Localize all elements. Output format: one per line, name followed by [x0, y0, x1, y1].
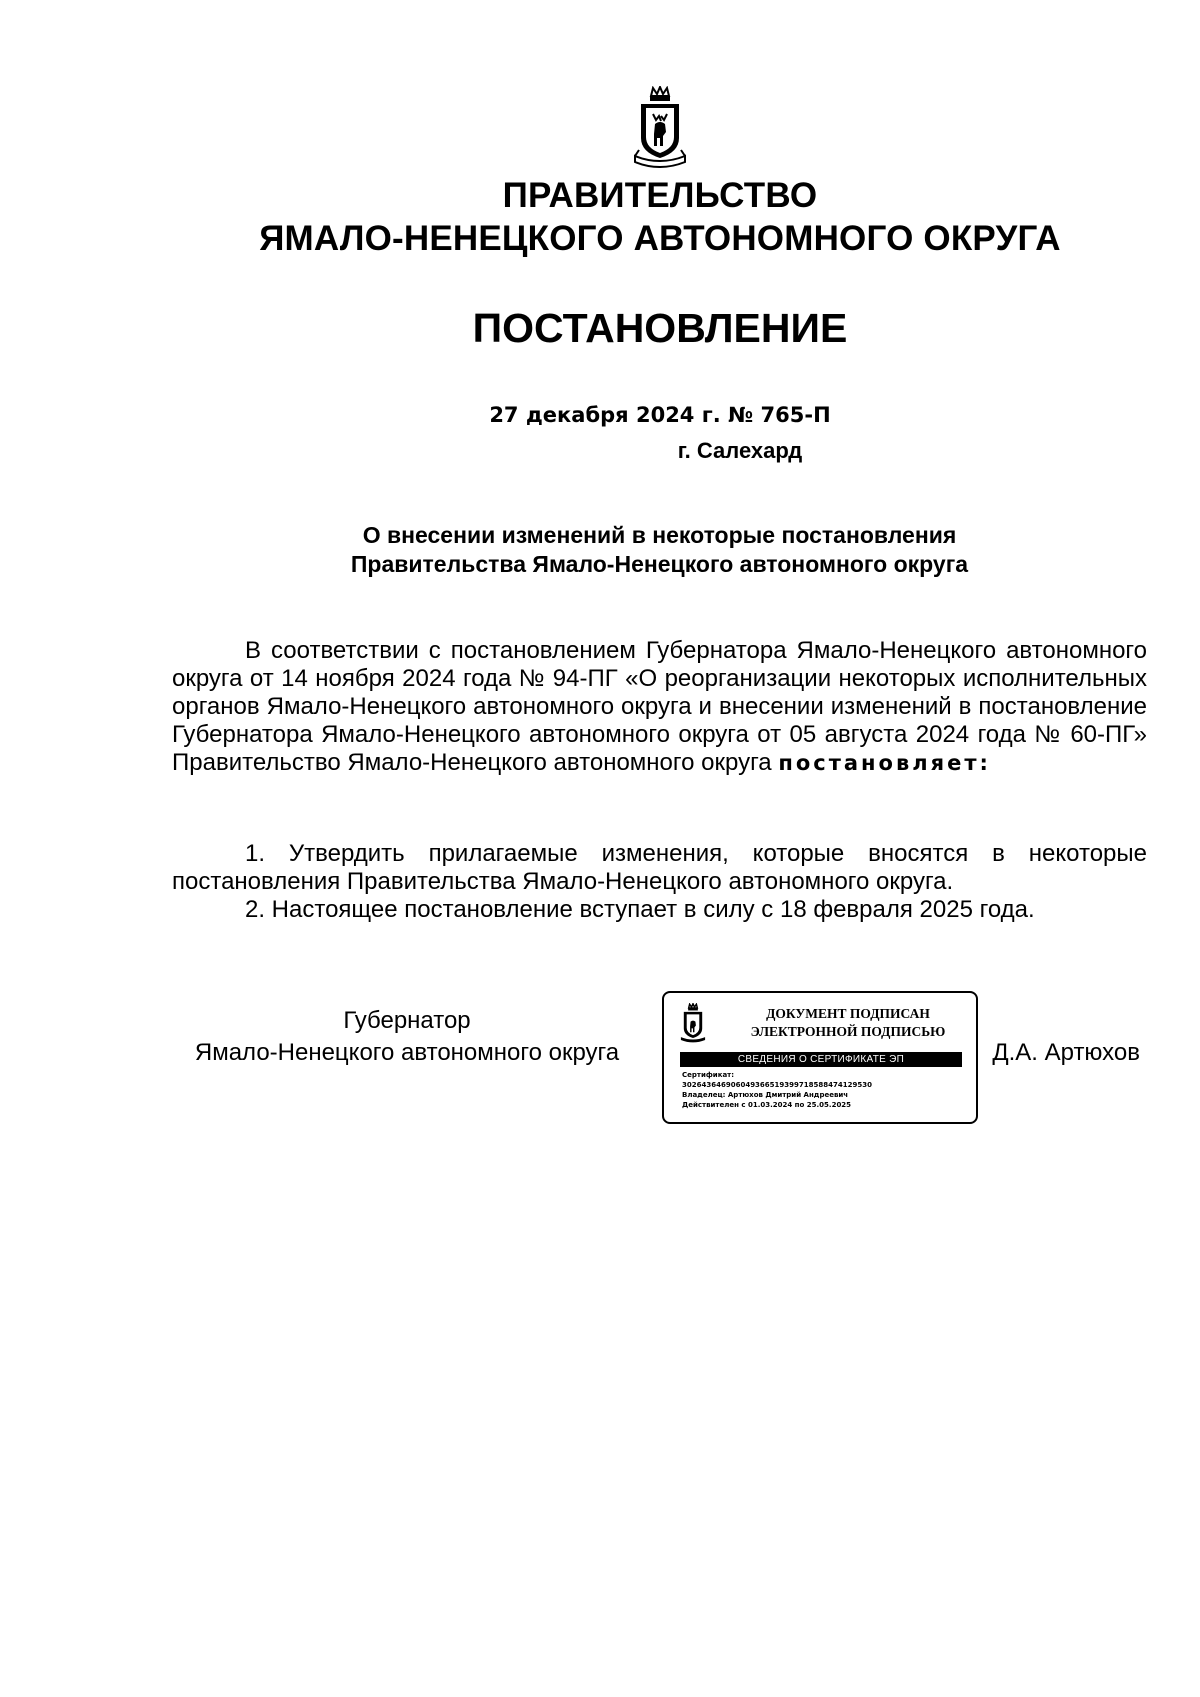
document-subject [172, 521, 1147, 579]
government-title-line1: ПРАВИТЕЛЬСТВО [502, 176, 818, 215]
stamp-title-line1: ДОКУМЕНТ ПОДПИСАН [766, 1006, 930, 1021]
document-type: ПОСТАНОВЛЕНИЕ [472, 305, 848, 351]
item-2-paragraph: 2. Настоящее постановление вступает в силу с 18 февраля 2025 года. [245, 896, 1035, 923]
certificate-validity: Действителен с 01.03.2024 по 25.05.2025 [682, 1101, 852, 1109]
yamal-coat-of-arms-icon [629, 86, 691, 172]
document-date-number: 27 декабря 2024 г. № 765-П [489, 403, 831, 427]
certificate-label: Сертификат: [682, 1071, 735, 1079]
stamp-title-line2: ЭЛЕКТРОННОЙ ПОДПИСЬЮ [750, 1024, 946, 1039]
stamp-title [724, 1005, 972, 1041]
yamal-coat-of-arms-icon [678, 1003, 708, 1045]
government-title-line2: ЯМАЛО-НЕНЕЦКОГО АВТОНОМНОГО ОКРУГА [259, 219, 1061, 258]
signer-name: Д.А. Артюхов [992, 1039, 1140, 1066]
document-place: г. Салехард [677, 438, 803, 463]
item-1-paragraph: 1. Утвердить прилагаемые изменения, которые вносятся в некоторые постановления Правительства Ямало-Ненецкого автономного округа. [172, 840, 1147, 895]
resolves-word: постановляет: [778, 751, 991, 775]
stamp-certificate-bar: СВЕДЕНИЯ О СЕРТИФИКАТЕ ЭП [680, 1052, 962, 1067]
preamble-paragraph [172, 637, 1147, 777]
signer-position-line1: Губернатор [343, 1007, 471, 1034]
subject-line1: О внесении изменений в некоторые постановления [362, 522, 957, 548]
stamp-certificate-info [682, 1070, 872, 1110]
signer-position [172, 1005, 642, 1069]
signer-position-line2: Ямало-Ненецкого автономного округа [194, 1039, 620, 1066]
electronic-signature-stamp [662, 991, 978, 1124]
certificate-owner: Владелец: Артюхов Дмитрий Андреевич [682, 1091, 849, 1099]
subject-line2: Правительства Ямало-Ненецкого автономного округа [350, 551, 969, 577]
preamble-text: В соответствии с постановлением Губернатора Ямало-Ненецкого автономного округа от 14 ноября 2024 года № 94-ПГ «О реорганизации некоторых исполнительных органов Ямало-Ненецкого автономного округа и внесении изменений в постановление Губернатора Ямало-Ненецкого автономного округа от 05 августа 2024 года № 60-ПГ» Правительство Ямало-Ненецкого автономного округа [172, 637, 1147, 776]
certificate-number: 30264364690604936651939971858847412953​0 [682, 1081, 872, 1089]
